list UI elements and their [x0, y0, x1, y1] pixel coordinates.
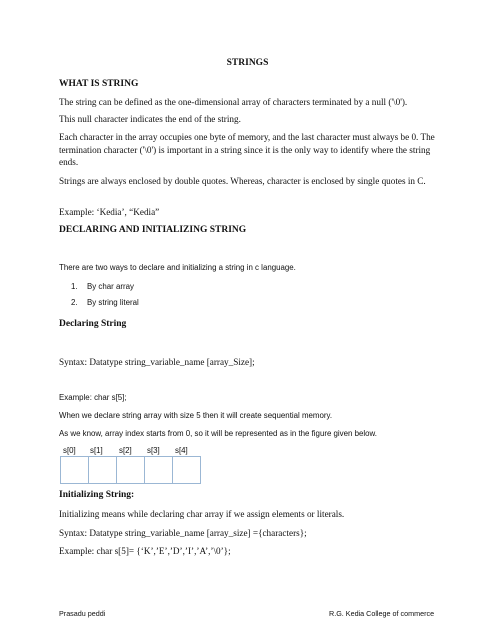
array-cell: [60, 456, 89, 484]
example-text: Example: char s[5]= {‘K’,’E’,’D’,’I’,’A’,’\0’};: [59, 546, 231, 556]
syntax-text: Syntax: Datatype string_variable_name [array_Size];: [59, 357, 255, 367]
paragraph: As we know, array index starts from 0, so it will be represented as in the figure given below.: [59, 429, 377, 438]
footer-author: Prasadu peddi: [59, 609, 106, 618]
array-cell: [116, 456, 145, 484]
heading-declaring-initializing: DECLARING AND INITIALIZING STRING: [59, 225, 247, 235]
paragraph: The string can be defined as the one-dimensional array of characters terminated by a null ('\0').: [59, 97, 408, 107]
array-index-label: s[2]: [119, 446, 132, 455]
heading-initializing-string: Initializing String:: [59, 490, 135, 500]
syntax-text: Syntax: Datatype string_variable_name [array_size] ={characters};: [59, 528, 307, 538]
heading-declaring-string: Declaring String: [59, 319, 127, 329]
footer-college: R.G. Kedia College of commerce: [329, 609, 435, 618]
paragraph: When we declare string array with size 5 then it will create sequential memory.: [59, 411, 333, 420]
paragraph: Strings are always enclosed by double quotes. Whereas, character is enclosed by single quotes in C.: [59, 176, 426, 186]
array-cell: [144, 456, 173, 484]
array-cell: [172, 456, 201, 484]
example-text: Example: char s[5];: [59, 393, 127, 402]
array-index-label: s[1]: [90, 446, 103, 455]
array-memory-diagram: [60, 456, 200, 484]
paragraph: Each character in the array occupies one byte of memory, and the last character must always be 0. The termination character ('\0') is important in a string since it is the only way to identify where the string ends.: [59, 132, 435, 167]
page-title: STRINGS: [226, 58, 269, 68]
heading-what-is-string: WHAT IS STRING: [59, 79, 139, 89]
list-item: 1. By char array: [71, 282, 134, 291]
array-index-label: s[0]: [63, 446, 76, 455]
paragraph: Initializing means while declaring char array if we assign elements or literals.: [59, 509, 345, 519]
example-text: Example: ‘Kedia’, “Kedia”: [59, 207, 160, 217]
array-index-label: s[3]: [147, 446, 160, 455]
ways-list: [59, 281, 139, 313]
array-index-label: s[4]: [175, 446, 188, 455]
paragraph: This null character indicates the end of the string.: [59, 114, 241, 124]
array-cell: [88, 456, 117, 484]
paragraph: There are two ways to declare and initializing a string in c language.: [59, 263, 296, 272]
list-item: 2. By string literal: [71, 298, 139, 307]
